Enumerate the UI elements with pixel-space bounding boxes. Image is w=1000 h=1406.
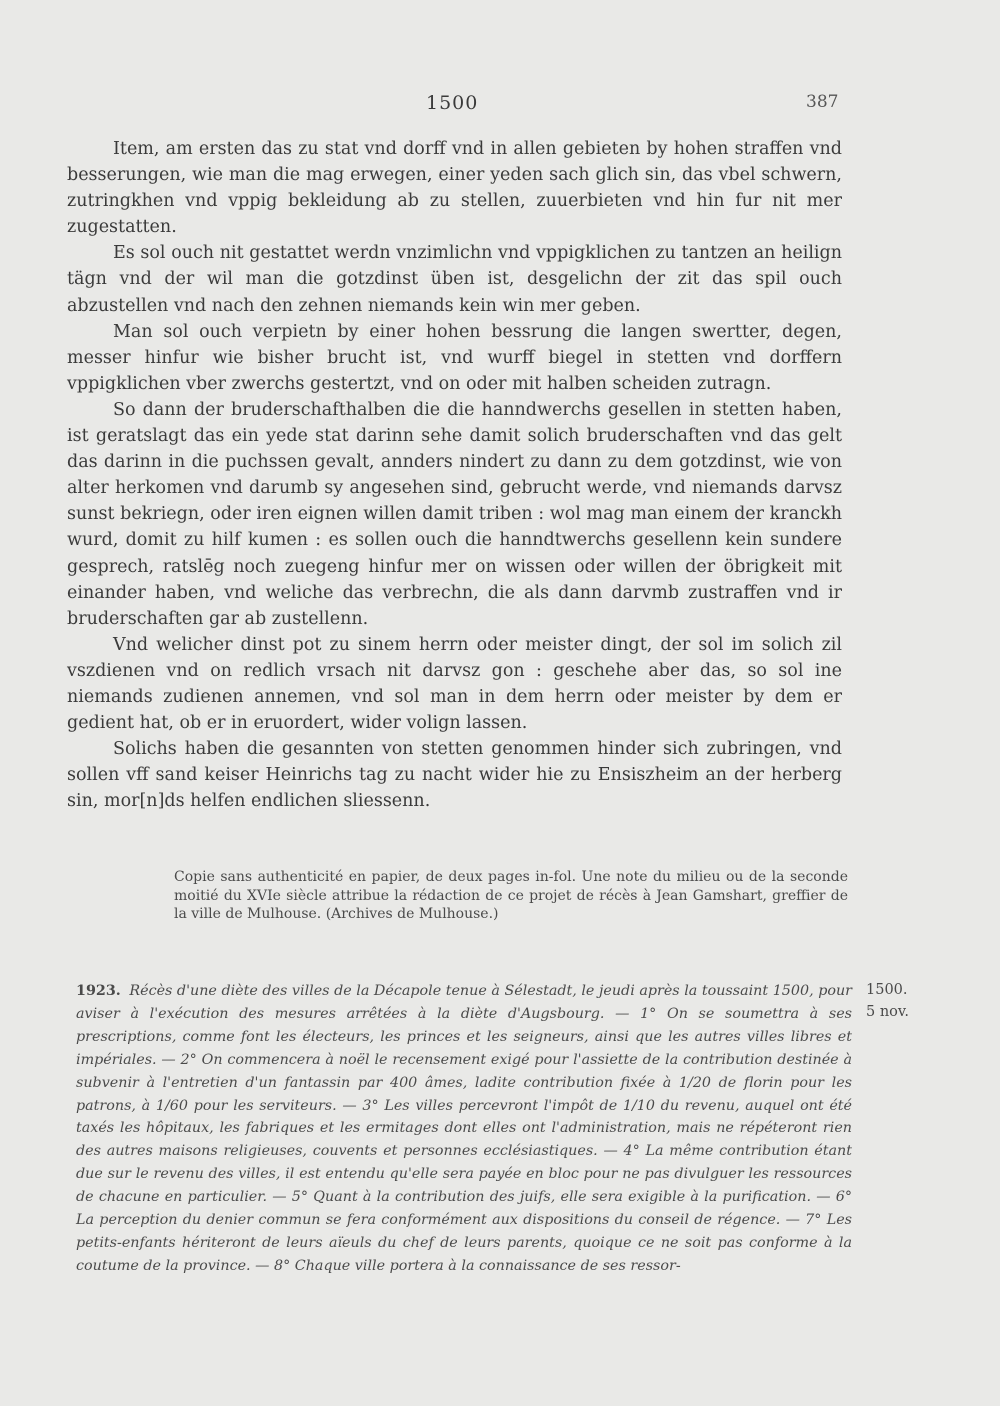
running-head [0,92,1000,116]
paragraph: Man sol ouch verpietn by einer hohen bessrung die langen swertter, degen, messer hinfur wie bisher brucht ist, vnd wurff biegel in stetten vnd dorffern vppigklichen vber zwerchs gestertzt, vnd on oder mit halben scheiden zutragn. [67,321,842,394]
calendar-entry [76,980,852,1278]
margin-year: 1500. [866,982,908,998]
paragraph: Item, am ersten das zu stat vnd dorff vnd in allen gebieten by hohen straffen vnd besserungen, wie man die mag erwegen, einer yeden sach glich sin, das vbel schwern, zutringkhen vnd vppig bekleidung ab zu stellen, zuuerbieten vnd hin fur nit mer zugestatten. [67,139,842,238]
paragraph: Vnd welicher dinst pot zu sinem herrn oder meister dingt, der sol im solich zil vszdienen vnd on redlich vrsach nit darvsz gon : geschehe aber das, so sol ine niemands zudienen annemen, vnd sol man in dem herrn oder meister by dem er gedient hat, ob er in eruordert, wider volign lassen. [67,634,842,734]
header-year: 1500 [426,92,479,114]
entry-text: Récès d'une diète des villes de la Décapole tenue à Sélestadt, le jeudi après la toussaint 1500, pour aviser à l'exécution des mesures arrêtées à la diète d'Augsbourg. — 1° On se soumettra à ses prescriptions, comme font les électeurs, les princes et les seigneurs, ainsi que les autres villes libres et impériales. — 2° On commencera à noël le recensement exigé pour l'assiette de la contribution destinée à subvenir à l'entretien d'un fantassin par 400 âmes, ladite contribution fixée à 1/20 de florin pour les patrons, à 1/60 pour les serviteurs. — 3° Les villes percevront l'impôt de 1/10 du revenu, auquel ont été taxés les hôpitaux, les fabriques et les ermitages dont elles ont l'administration, mais ne répéteront rien des autres maisons religieuses, couvents et personnes ecclésiastiques. — 4° La même contribution étant due sur le revenu des villes, il est entendu qu'elle sera payée en bloc pour ne pas divulguer les ressources de chacune en particulier. — 5° Quant à la contribution des juifs, elle sera exigible à la purification. — 6° La perception du denier commun se fera conformément aux dispositions du conseil de régence. — 7° Les petits-enfants hériteront de leurs aïeuls du chef de leurs parents, quoique ce ne soit pas conforme à la coutume de la province. — 8° Chaque ville portera à la connaissance de ses ressor- [76,983,852,1274]
source-note: Copie sans authenticité en papier, de deux pages in-fol. Une note du milieu ou de la seconde moitié du XVIe siècle attribue la rédaction de ce projet de récès à Jean Gamshart, greffier de la ville de Mulhouse. (Archives de Mulhouse.) [174,869,848,923]
paragraph: Solichs haben die gesannten von stetten genommen hinder sich zubringen, vnd sollen vff sand keiser Heinrichs tag zu nacht wider hie zu Ensiszheim an der herberg sin, mor[n]ds helfen endlichen sliessenn. [67,739,842,812]
paragraph: So dann der bruderschafthalben die die hanndwerchs gesellen in stetten haben, ist geratslagt das ein yede stat darinn sehe damit solich bruderschaften vnd das gelt das darinn in die puchssen gevalt, annders nindert zu dann zu dem gotzdinst, wie von alter herkomen vnd darumb sy angesehen sind, gebrucht werde, vnd niemands darvsz sunst bekriegn, oder iren eignen willen damit triben : wol mag man einem der kranckh wurd, domit zu hilf kumen : es sollen ouch die hanndtwerchs gesellenn kein sundere gesprech, ratslēg noch zuegeng hinfur mer on wissen oder willen der öbrigkeit mit einander haben, vnd weliche das verbrechn, die als dann darvmb zustraffen vnd ir bruderschaften gar ab zustellenn. [67,399,842,629]
entry-number: 1923. [76,983,121,999]
margin-day: 5 nov. [866,1004,909,1020]
main-text [67,136,842,814]
paragraph: Es sol ouch nit gestattet werdn vnzimlichn vnd vppigklichen zu tantzen an heilign tägn vnd der wil man die gotzdinst üben ist, desgelichn der zit das spil ouch abzustellen vnd nach den zehnen niemands kein win mer geben. [67,243,842,316]
page-number: 387 [806,92,839,112]
